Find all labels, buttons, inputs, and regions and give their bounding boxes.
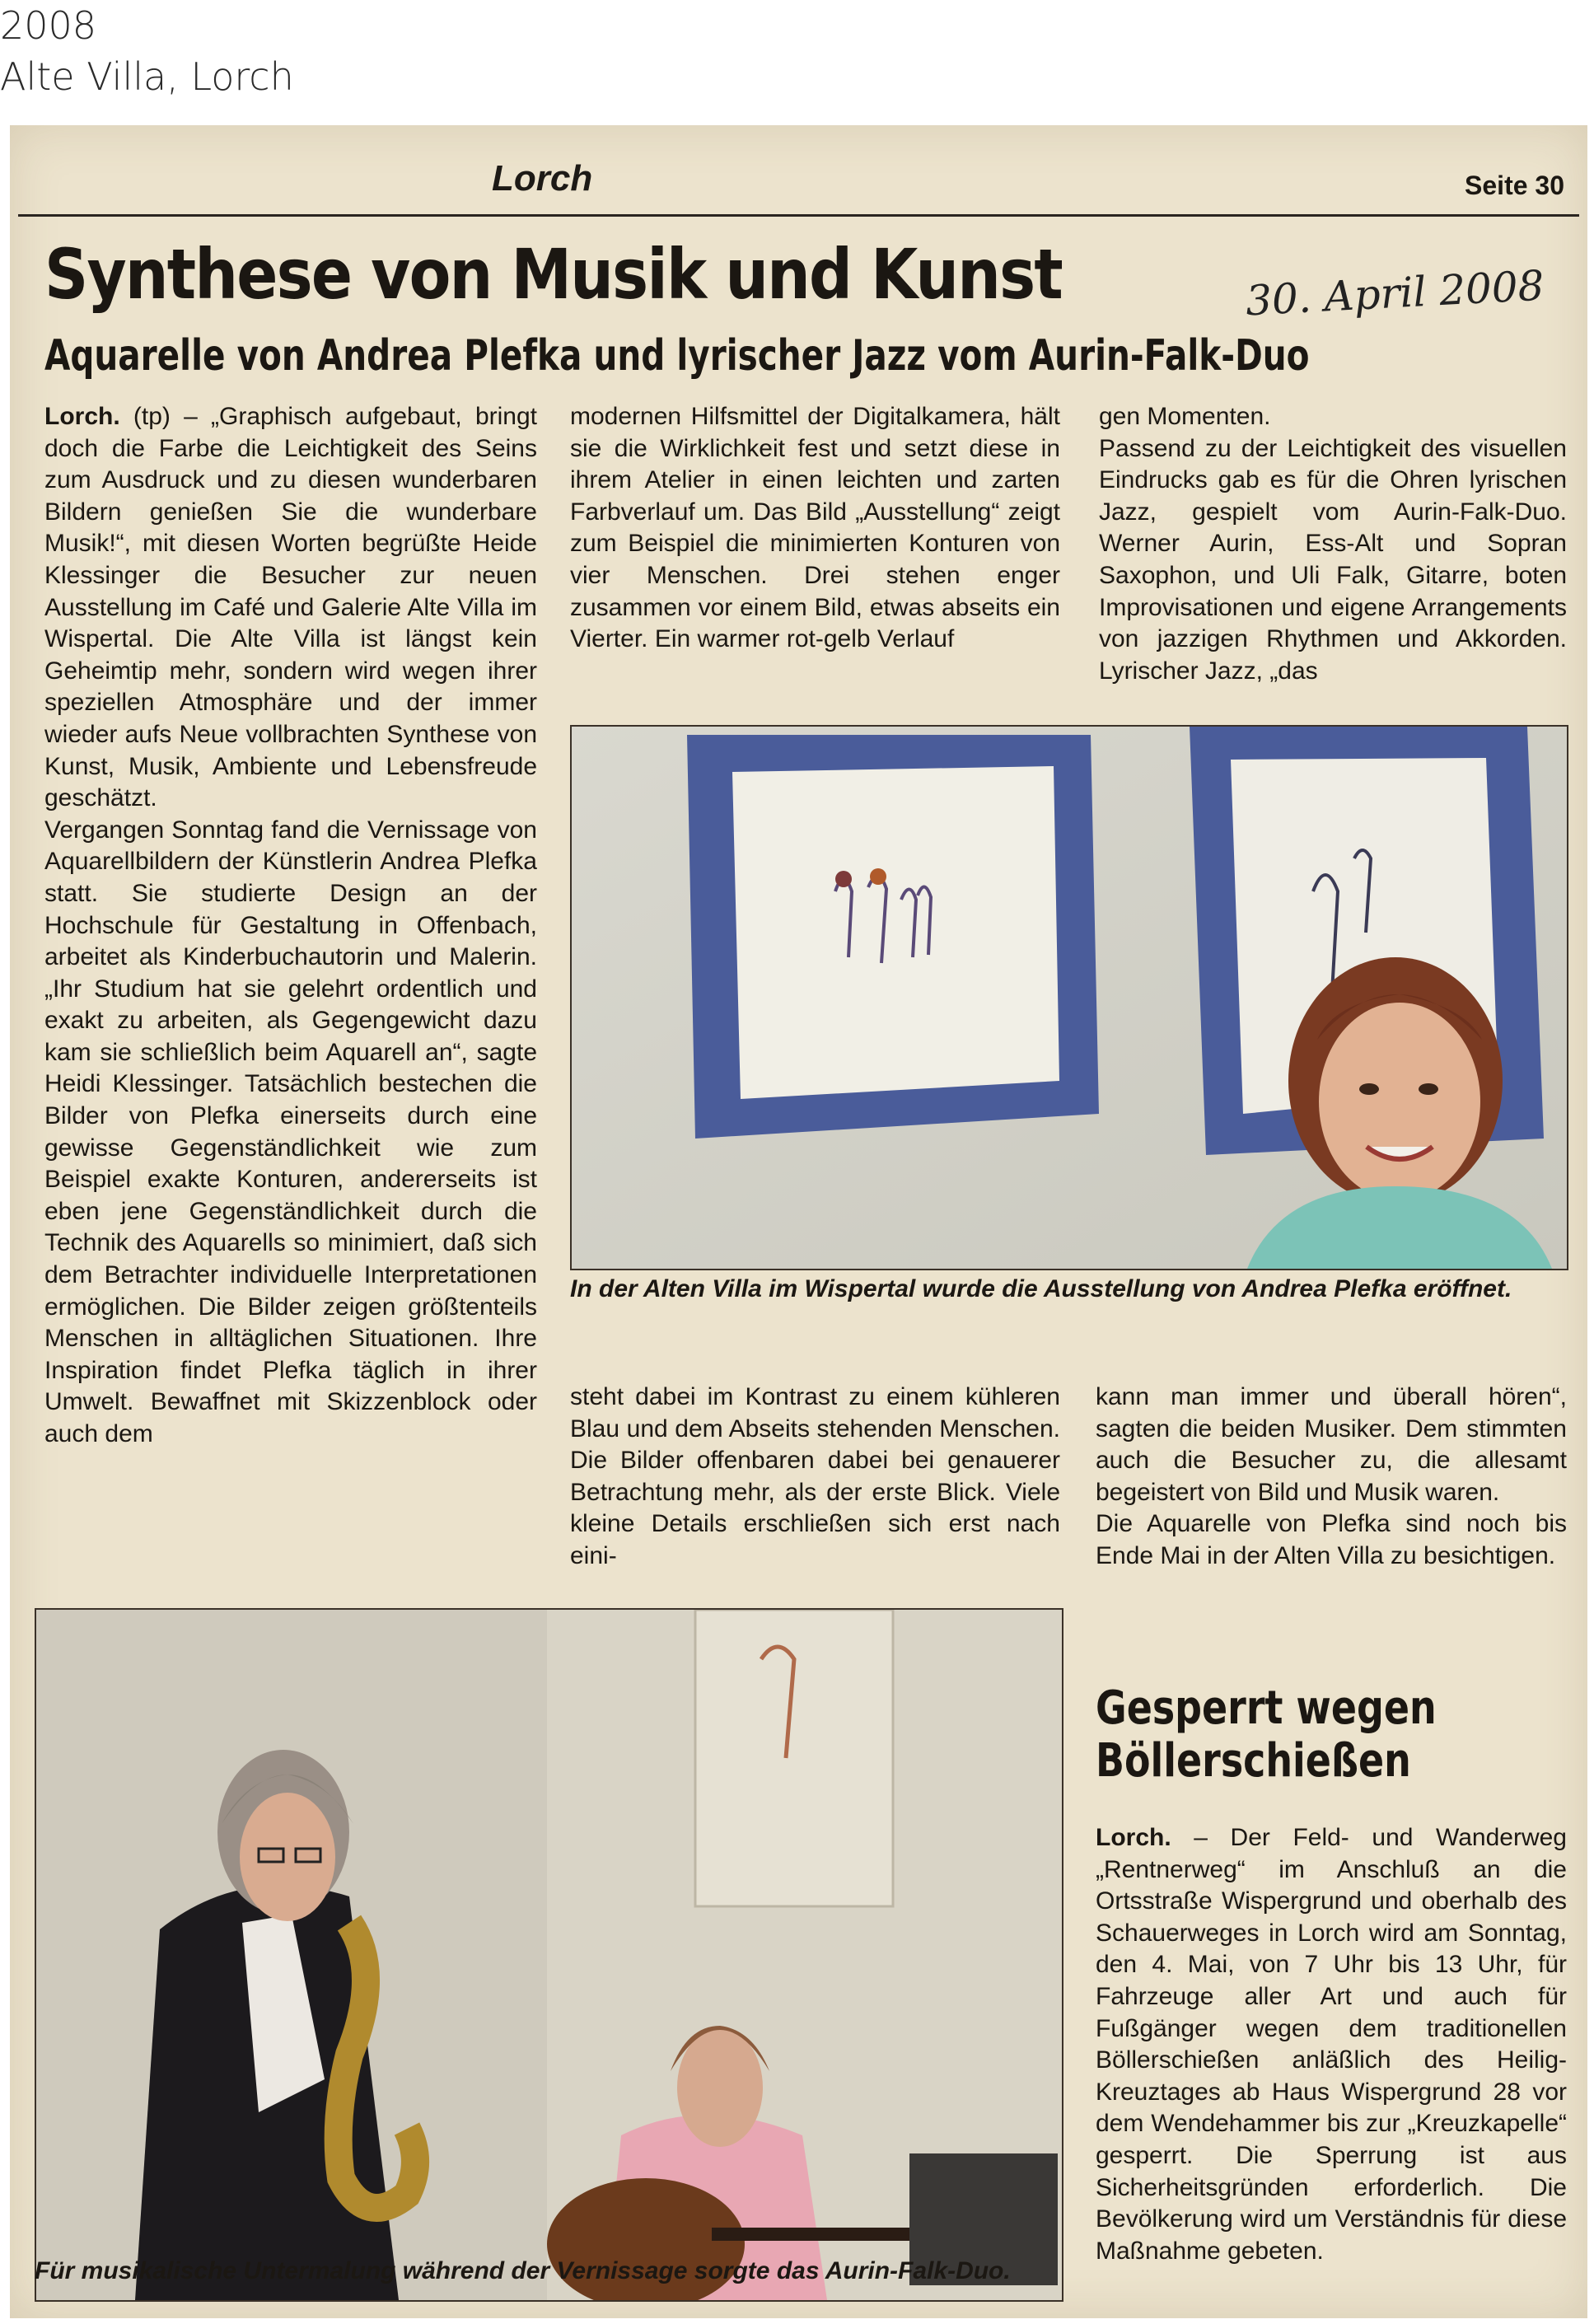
column-1-paragraph-1: (tp) – „Graphisch aufgebaut, bringt doch die Farbe die Leichtigkeit des Seins zum Ausdruck und zu diesen wunderbaren Bildern genießen Sie die wunderbare Musik!“, mit diesen Worten begrüßte Heide Klessinger die Besucher zur neuen Ausstellung im Café und Galerie Alte Villa im Wispertal. Die Alte Villa ist längst kein Geheimtip mehr, sondern wird wegen ihrer speziellen Atmosphäre und der immer wieder aufs Neue vollbrachten Synthese von Kunst, Musik, Ambiente und Lebensfreude geschätzt. (44, 403, 537, 812)
photo-artist-image (572, 727, 1567, 1269)
newspaper-clipping (10, 125, 1587, 2318)
second-article-text: – Der Feld- und Wanderweg „Rentnerweg“ im Anschluß an die Ortsstraße Wispergrund und oberhalb des Schauerweges in Lorch wird am Sonntag, den 4. Mai, von 7 Uhr bis 13 Uhr, für Fahrzeuge aller Art und auch für Fußgänger wegen dem traditionellen Böllerschießen anläßlich des Heilig-Kreuztages ab Haus Wispergrund 28 vor dem Wendehammer bis zur „Kreuzkapelle“ gesperrt. Die Sperrung ist aus Sicherheitsgründen erforderlich. Die Bevölkerung wird um Verständnis für diese Maßnahme gebeten. (1096, 1824, 1567, 2265)
photo-2-caption: Für musikalische Untermalung während der Vernissage sorgte das Aurin-Falk-Duo. (35, 2257, 1011, 2284)
dateline-city: Lorch. (44, 403, 120, 430)
article-column-3-top (1099, 401, 1567, 687)
handwritten-date: 30. April 2008 (1244, 261, 1545, 325)
photo-jazz-duo (35, 1608, 1063, 2302)
article-column-3-bottom (1096, 1382, 1567, 1573)
article-headline: Synthese von Musik und Kunst (44, 234, 1062, 315)
caption-year: 2008 (0, 3, 97, 48)
article-subheadline: Aquarelle von Andrea Plefka und lyrischer Jazz vom Aurin-Falk-Duo (44, 331, 1310, 381)
column-3-bottom-text-1: kann man immer und überall hören“, sagten die beiden Musiker. Dem stimmten auch die Besucher zu, die allesamt begeistert von Bild und Musik waren. (1096, 1383, 1567, 1506)
caption-place: Alte Villa, Lorch (0, 54, 294, 99)
running-head-page: Seite 30 (1465, 171, 1564, 200)
photo-duo-image (36, 1610, 1062, 2300)
column-3-bottom-text-2: Die Aquarelle von Plefka sind noch bis Ende Mai in der Alten Villa zu besichtigen. (1096, 1510, 1567, 1569)
article-column-2-bottom (570, 1382, 1060, 1573)
second-article-body (1096, 1822, 1567, 2267)
running-head-rule (18, 214, 1579, 217)
photo-artist-exhibition (570, 725, 1568, 1270)
column-1-paragraph-2: Vergangen Sonntag fand die Vernissage von Aquarellbildern der Künstlerin Andrea Plefka statt. Sie studierte Design an der Hochschule für Gestaltung in Offenbach, arbeitet als Kinderbuchautorin und Malerin. „Ihr Studium hat sie gelehrt ordentlich und exakt zu arbeiten, als Gegengewicht dazu kam sie schließlich beim Aquarell an“, sagte Heidi Klessinger. Tatsächlich bestechen die Bilder von Plefka einerseits durch eine gewisse Gegenständlichkeit wie zum Beispiel exakte Konturen, andererseits ist eben jene Gegenständlichkeit durch die Technik des Aquarells so minimiert, daß sich dem Betrachter individuelle Interpretationen ermöglichen. Die Bilder zeigen größtenteils Menschen in alltäglichen Situationen. Ihre Inspiration findet Plefka täglich in ihrer Umwelt. Bewaffnet mit Skizzenblock oder auch dem (44, 816, 537, 1447)
article-column-2-top (570, 401, 1060, 656)
second-article-headline: Gesperrt wegen Böllerschießen (1096, 1681, 1437, 1788)
photo-1-caption: In der Alten Villa im Wispertal wurde die Ausstellung von Andrea Plefka eröffnet. (570, 1275, 1512, 1302)
column-2-top-text: modernen Hilfsmittel der Digitalkamera, hält sie die Wirklichkeit fest und setzt diese in ihrem Atelier in einen leichten und zarten Farbverlauf um. Das Bild „Ausstellung“ zeigt zum Beispiel die minimierten Konturen von vier Menschen. Drei stehen enger zusammen vor einem Bild, etwas abseits ein Vierter. Ein warmer rot-gelb Verlauf (570, 403, 1060, 653)
running-head-city: Lorch (492, 158, 593, 199)
second-dateline-city: Lorch. (1096, 1824, 1171, 1851)
column-3-top-text-2: Passend zu der Leichtigkeit des visuellen Eindrucks gab es für die Ohren lyrischen Jazz, gespielt vom Aurin-Falk-Duo. Werner Aurin, Ess-Alt und Sopran Saxophon, und Uli Falk, Gitarre, boten Improvisationen und eigene Arrangements von jazzigen Rhythmen und Akkorden. Lyrischer Jazz, „das (1099, 434, 1567, 685)
column-2-bottom-text: steht dabei im Kontrast zu einem kühleren Blau und dem Abseits stehenden Menschen. Die Bilder offenbaren dabei bei genauerer Betrachtung mehr, als der erste Blick. Viele kleine Details erschließen sich erst nach eini- (570, 1383, 1060, 1569)
column-3-top-text-1: gen Momenten. (1099, 403, 1271, 430)
scan-caption (0, 0, 294, 102)
article-column-1 (44, 401, 537, 1451)
